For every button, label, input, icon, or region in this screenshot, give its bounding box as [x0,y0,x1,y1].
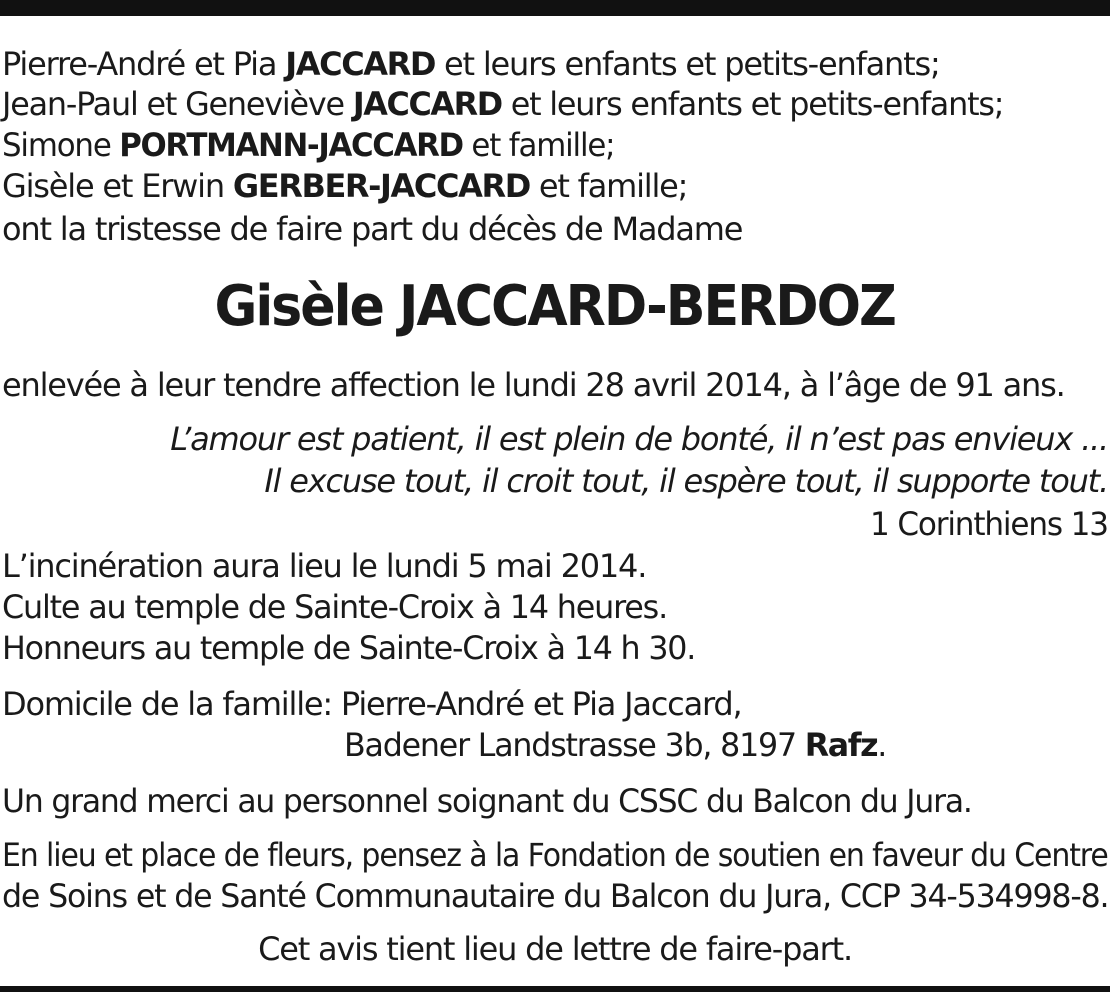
family-line-1-surname: JACCARD [285,45,436,83]
ceremony-line-3: Honneurs au temple de Sainte-Croix à 14 h 30. [2,629,696,667]
family-line-4-suffix: et famille; [529,167,688,205]
family-line-2-surname: JACCARD [352,85,502,123]
bottom-rule [0,986,1110,992]
family-line-1 [2,44,940,84]
domicile-line-1: Domicile de la famille: Pierre-André et Pia Jaccard, [2,685,742,723]
family-line-2-text: Jean-Paul et Geneviève [2,85,353,123]
family-line-4-surname: GERBER-JACCARD [232,167,530,205]
ceremony-line-2: Culte au temple de Sainte-Croix à 14 heures. [2,588,667,626]
death-line: enlevée à leur tendre affection le lundi 28 avril 2014, à l’âge de 91 ans. [2,366,1065,404]
family-line-1-suffix: et leurs enfants et petits-enfants; [435,45,940,83]
family-line-4-text: Gisèle et Erwin [2,167,233,205]
family-line-3 [2,125,614,165]
thanks-line: Un grand merci au personnel soignant du CSSC du Balcon du Jura. [2,782,972,820]
family-line-3-suffix: et famille; [462,126,615,164]
domicile-line-2 [344,725,886,765]
donation-line-1: En lieu et place de fleurs, pensez à la Fondation de soutien en faveur du Centre [2,836,1108,874]
quote-source: 1 Corinthiens 13 [870,505,1108,543]
family-line-4 [2,166,687,206]
closing-line: Cet avis tient lieu de lettre de faire-part. [258,930,852,968]
quote-line-1: L’amour est patient, il est plein de bonté, il n’est pas envieux ... [170,420,1108,458]
family-line-1-text: Pierre-André et Pia [2,45,286,83]
domicile-address: Badener Landstrasse 3b, 8197 [344,726,805,764]
family-line-3-surname: PORTMANN-JACCARD [119,126,463,164]
family-line-3-text: Simone [2,126,120,164]
announcement-line: ont la tristesse de faire part du décès de Madame [2,210,743,248]
ceremony-line-1: L’incinération aura lieu le lundi 5 mai 2014. [2,547,647,585]
donation-line-2: de Soins et de Santé Communautaire du Balcon du Jura, CCP 34-534998-8. [2,877,1109,915]
deceased-name: Gisèle JACCARD-BERDOZ [214,274,896,339]
domicile-town: Rafz [804,726,878,764]
family-line-2-suffix: et leurs enfants et petits-enfants; [501,85,1004,123]
domicile-period: . [877,726,887,764]
family-line-2 [2,84,1003,124]
quote-line-2: Il excuse tout, il croit tout, il espère tout, il supporte tout. [264,462,1108,500]
